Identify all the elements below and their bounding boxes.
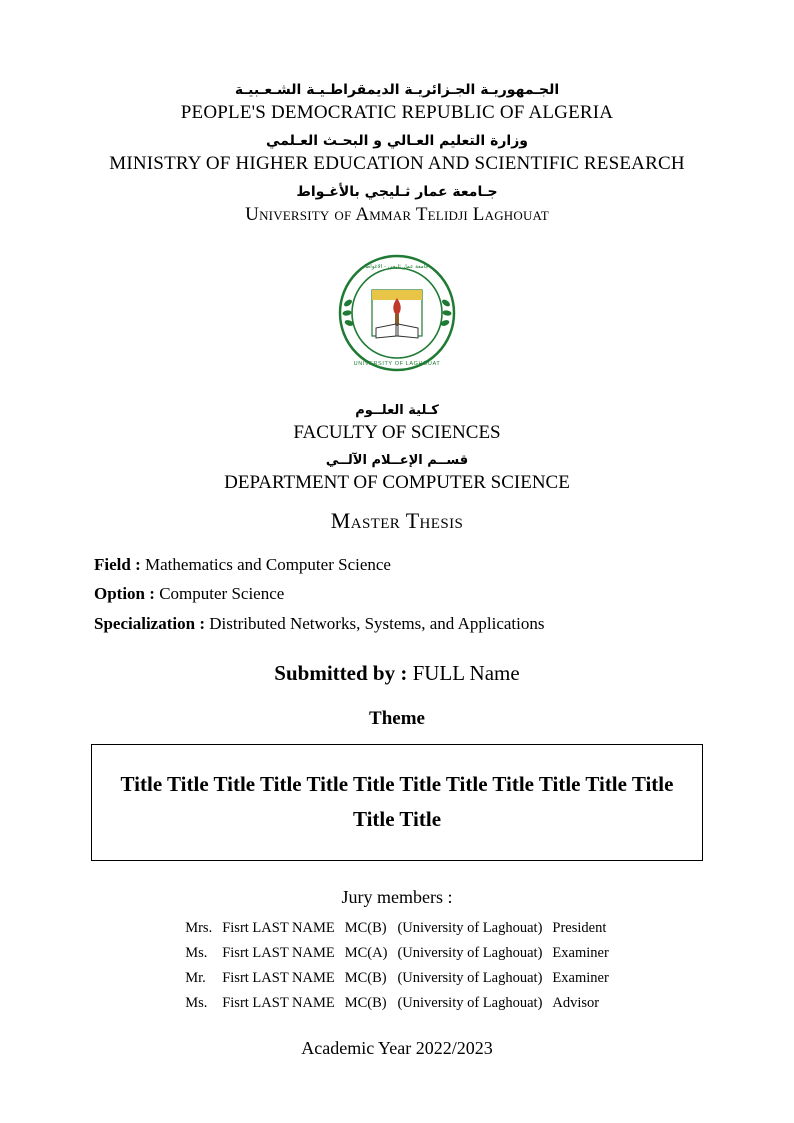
academic-year: Academic Year 2022/2023 (301, 1038, 493, 1059)
university-emblem-icon (332, 248, 462, 378)
jury-affiliation: (University of Laghouat) (397, 920, 543, 937)
jury-grade: MC(B) (344, 995, 387, 1012)
theme-title-box (91, 744, 703, 861)
table-row (185, 991, 609, 1016)
faculty-name-english: FACULTY OF SCIENCES (293, 421, 501, 443)
field-separator: : (145, 584, 155, 604)
theme-title-text: Title Title Title Title Title Title Title Title Title Title Title Title Title Title (120, 771, 674, 831)
svg-text:UNIVERSITY OF LAGHOUAT: UNIVERSITY OF LAGHOUAT (353, 361, 441, 368)
university-title-english: University of Ammar Telidji Laghouat (245, 203, 549, 225)
faculty-department-block (60, 401, 734, 533)
field-row (94, 609, 734, 639)
republic-title-english: PEOPLE'S DEMOCRATIC REPUBLIC OF ALGERIA (180, 102, 614, 123)
table-row (185, 941, 609, 966)
field-label: Specialization (94, 614, 196, 634)
jury-name: Fisrt LAST NAME (222, 970, 335, 987)
jury-role: Examiner (552, 945, 609, 962)
jury-grade: MC(B) (344, 970, 387, 987)
field-separator: : (130, 554, 141, 574)
ministry-title-arabic: وزارة التعليم العـالي و البحـث العـلمي (266, 132, 528, 149)
jury-title: Ms. (185, 995, 208, 1012)
jury-role: Advisor (552, 995, 600, 1012)
jury-role: Examiner (552, 970, 609, 987)
institution-header (60, 80, 734, 226)
thesis-type: Master Thesis (330, 507, 464, 533)
theme-heading: Theme (369, 707, 425, 729)
submitted-by-label: Submitted by : (274, 660, 408, 685)
ministry-title-english: MINISTRY OF HIGHER EDUCATION AND SCIENTIFIC RESEARCH (109, 152, 685, 174)
jury-members-table (185, 916, 609, 1016)
jury-name: Fisrt LAST NAME (222, 945, 335, 962)
department-name-arabic: قســم الإعــلام الآلــي (325, 453, 469, 469)
svg-text:جامعة عمار ثليجي - الاغواط: جامعة عمار ثليجي - الاغواط (365, 264, 429, 271)
university-title-arabic: جـامعة عمار ثـليجي بالأغـواط (296, 183, 498, 200)
table-row (185, 966, 609, 991)
field-label: Option (94, 584, 146, 604)
jury-role: President (552, 920, 607, 937)
jury-affiliation: (University of Laghouat) (397, 945, 543, 962)
university-logo (332, 248, 462, 383)
jury-grade: MC(B) (344, 920, 387, 937)
jury-heading: Jury members : (341, 887, 453, 908)
field-row (94, 579, 734, 609)
table-row (185, 916, 609, 941)
field-row (94, 550, 734, 580)
jury-affiliation: (University of Laghouat) (397, 995, 543, 1012)
field-value: Mathematics and Computer Science (145, 554, 391, 574)
field-value: Distributed Networks, Systems, and Applications (209, 614, 545, 634)
degree-fields (60, 550, 734, 639)
jury-affiliation: (University of Laghouat) (397, 970, 543, 987)
department-name-english: DEPARTMENT OF COMPUTER SCIENCE (224, 471, 570, 493)
jury-name: Fisrt LAST NAME (222, 995, 335, 1012)
jury-title: Mr. (185, 970, 206, 987)
author-name: FULL Name (412, 660, 520, 685)
field-separator: : (195, 614, 205, 634)
field-value: Computer Science (159, 584, 285, 604)
faculty-name-arabic: كـلية العلــوم (355, 403, 439, 419)
jury-title: Ms. (185, 945, 208, 962)
submitted-by-line (274, 661, 519, 686)
jury-name: Fisrt LAST NAME (222, 920, 335, 937)
republic-title-arabic: الجـمهوريـة الجـزائريـة الديمقراطـيـة الشـعـبيـة (234, 82, 560, 98)
field-label: Field (94, 554, 131, 574)
jury-grade: MC(A) (344, 945, 388, 962)
jury-title: Mrs. (185, 920, 213, 937)
